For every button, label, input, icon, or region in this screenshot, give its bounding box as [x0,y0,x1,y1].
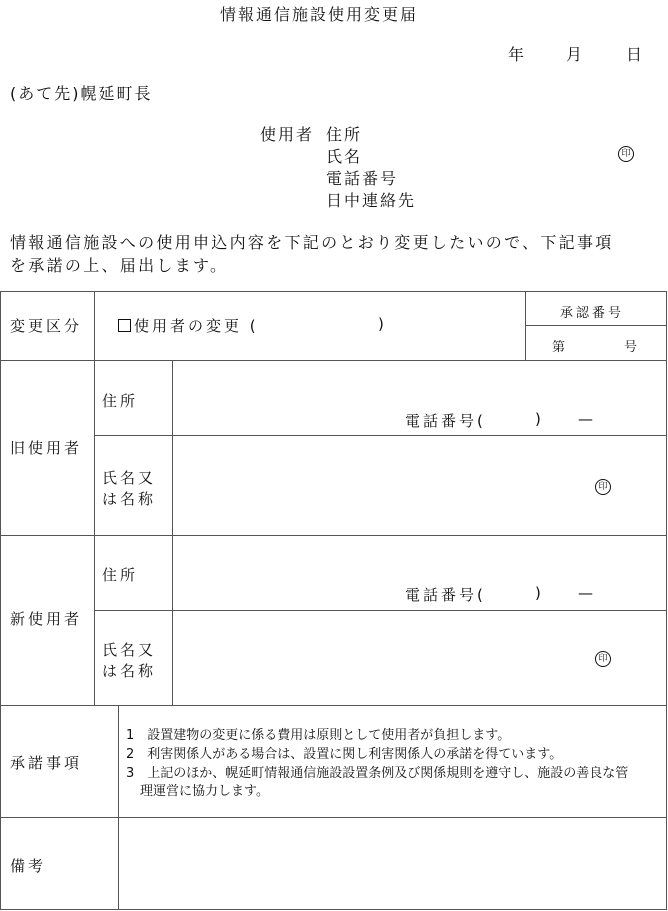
new-user-phone-label: 電話番号( [405,586,486,604]
approval-number-label: 承認番号 [560,306,625,321]
applicant-address-label: 住所 [326,125,363,144]
change-option-checkbox[interactable] [118,319,131,332]
applicant-daytime-contact-label: 日中連絡先 [326,191,417,210]
date-day-label: 日 [626,45,645,64]
old-user-name-label-line1: 氏名又 [102,469,157,487]
consent-item-1: 1 設置建物の変更に係る費用は原則として使用者が負担します。 [126,728,511,743]
consent-item-3-line2: 理運営に協力します。 [140,784,269,799]
consent-label: 承諾事項 [10,754,83,772]
intro-text-line2: を承諾の上、届出します。 [10,256,229,275]
old-user-phone-dash: — [578,410,596,428]
consent-item-3-line1: 3 上記のほか、幌延町情報通信施設設置条例及び関係規則を遵守し、施設の善良な管 [126,766,629,781]
new-user-phone-dash: — [578,584,596,602]
change-option-close-paren: ) [378,315,387,333]
old-user-phone-mid: ) [535,410,544,428]
old-user-phone-label: 電話番号( [405,412,486,430]
old-user-name-label-line2: は名称 [102,490,157,508]
approval-number-suffix: 号 [624,340,638,355]
applicant-phone-label: 電話番号 [326,169,399,188]
new-user-label: 新使用者 [10,610,83,628]
old-user-address-label: 住所 [102,392,139,410]
change-option-user-change[interactable]: 使用者の変更 ( [118,315,259,336]
new-user-name-label-line2: は名称 [102,662,157,680]
new-user-name-label-line1: 氏名又 [102,641,157,659]
old-user-label: 旧使用者 [10,439,83,457]
consent-item-2: 2 利害関係人がある場合は、設置に関し利害関係人の承諾を得ています。 [126,747,563,762]
document-title: 情報通信施設使用変更届 [220,5,419,24]
applicant-name-label: 氏名 [326,147,363,166]
new-user-phone-mid: ) [535,584,544,602]
new-user-seal-icon: 印 [595,651,611,667]
approval-number-prefix: 第 [552,340,566,355]
new-user-address-label: 住所 [102,566,139,584]
applicant-role-label: 使用者 [260,125,315,144]
date-year-label: 年 [508,45,527,64]
change-type-label: 変更区分 [10,317,83,335]
remarks-label: 備考 [10,857,47,875]
seal-mark-icon: 印 [618,146,634,162]
old-user-seal-icon: 印 [595,479,611,495]
date-month-label: 月 [566,45,585,64]
intro-text-line1: 情報通信施設への使用申込内容を下記のとおり変更したいので、下記事項 [10,233,614,252]
addressee: (あて先)幌延町長 [10,84,153,103]
